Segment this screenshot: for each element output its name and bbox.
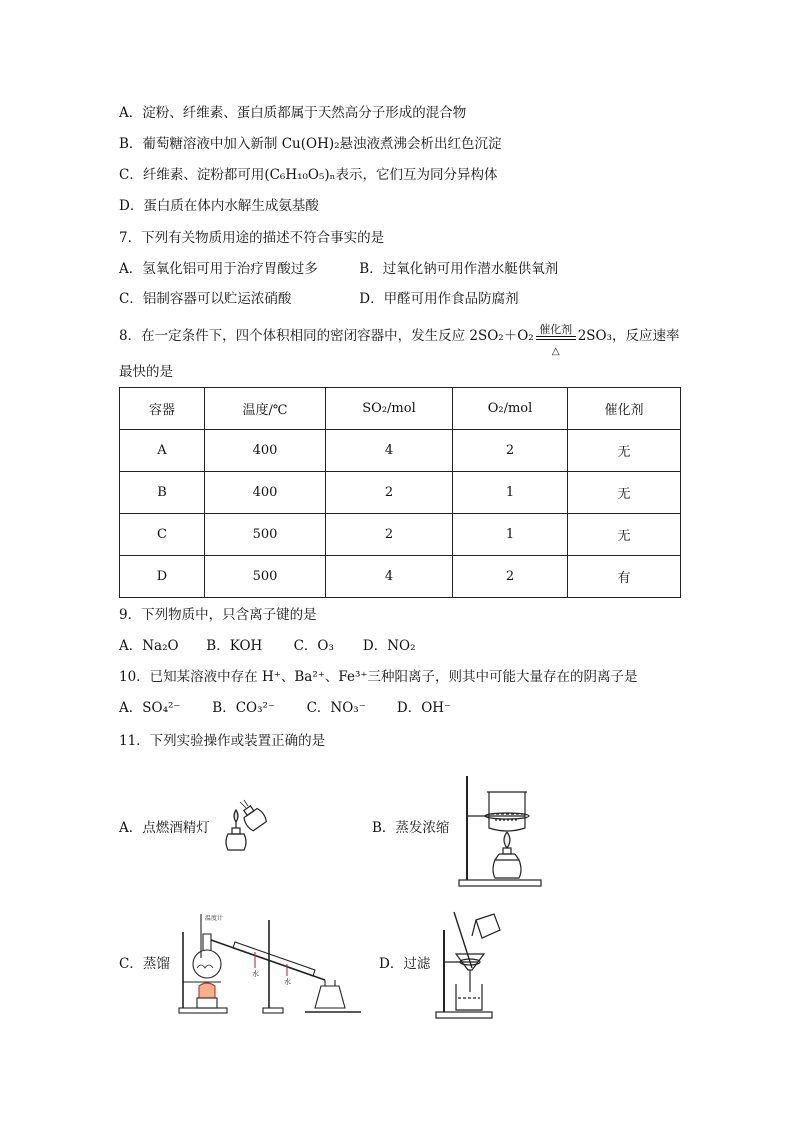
q9-stem: 9．下列物质中，只含离子键的是: [119, 607, 317, 623]
q7-option-d: D．甲醛可用作食品防腐剂: [359, 291, 519, 307]
q11-option-a: A．点燃酒精灯: [119, 820, 210, 836]
table-header: 催化剂: [568, 388, 681, 430]
q9-option-b: B．KOH: [206, 638, 263, 654]
q9-option-a: A．Na₂O: [119, 638, 179, 654]
q11-option-b: B．蒸发浓缩: [372, 820, 450, 836]
table-row: [120, 430, 681, 472]
table-cell: 有: [568, 556, 681, 598]
heat-symbol: △: [551, 346, 560, 357]
water-label-out: 水: [284, 978, 291, 986]
q9-option-c: C．O₃: [293, 638, 334, 654]
table-cell: 4: [326, 556, 453, 598]
q7-options-row2: [119, 289, 519, 309]
filtration-apparatus-figure: [432, 910, 502, 1022]
table-header: SO₂/mol: [326, 388, 453, 430]
q11-option-d: D．过滤: [379, 956, 431, 972]
table-cell: A: [120, 430, 205, 472]
distillation-apparatus-figure: [175, 912, 365, 1016]
q6-option-b: B．葡萄糖溶液中加入新制 Cu(OH)₂悬浊液煮沸会析出红色沉淀: [119, 136, 502, 152]
table-cell: C: [120, 514, 205, 556]
table-cell: 500: [205, 556, 326, 598]
table-cell: 2: [326, 472, 453, 514]
q10-stem: 10．已知某溶液中存在 H⁺、Ba²⁺、Fe³⁺三种阳离子，则其中可能大量存在的阴离子是: [119, 669, 638, 685]
thermometer-label: 温度计: [205, 915, 224, 922]
table-header: 温度/℃: [205, 388, 326, 430]
table-header-row: [120, 388, 681, 430]
table-cell: 2: [453, 430, 568, 472]
table-cell: 4: [326, 430, 453, 472]
q8-stem-cont: 最快的是: [119, 364, 173, 380]
q7-option-b: B．过氧化钠可用作潜水艇供氧剂: [359, 261, 559, 277]
reaction-arrow: [536, 323, 576, 357]
table-cell: 无: [568, 472, 681, 514]
table-cell: 400: [205, 430, 326, 472]
q8-stem-part1: 8．在一定条件下，四个体积相同的密闭容器中，发生反应 2SO₂＋O₂: [119, 328, 534, 344]
table-header: O₂/mol: [453, 388, 568, 430]
q7-option-a: A．氢氧化铝可用于治疗胃酸过多: [119, 261, 318, 277]
water-label-in: 水: [252, 970, 259, 978]
table-cell: D: [120, 556, 205, 598]
table-cell: 无: [568, 514, 681, 556]
table-cell: B: [120, 472, 205, 514]
q11-stem: 11．下列实验操作或装置正确的是: [119, 733, 326, 749]
table-cell: 400: [205, 472, 326, 514]
table-row: [120, 472, 681, 514]
q10-options: [119, 698, 451, 718]
table-cell: 1: [453, 472, 568, 514]
table-header: 容器: [120, 388, 205, 430]
q6-option-c: C．纤维素、淀粉都可用(C₆H₁₀O₅)ₙ表示，它们互为同分异构体: [119, 167, 498, 183]
q6-option-a: A．淀粉、纤维素、蛋白质都属于天然高分子形成的混合物: [119, 105, 467, 121]
q10-option-d: D．OH⁻: [396, 700, 452, 716]
table-row: [120, 514, 681, 556]
table-cell: 2: [453, 556, 568, 598]
q7-option-c: C．铝制容器可以贮运浓硝酸: [119, 291, 292, 307]
table-row: [120, 556, 681, 598]
q10-option-c: C．NO₃⁻: [306, 700, 366, 716]
table-cell: 500: [205, 514, 326, 556]
q8-stem: [119, 323, 680, 357]
q6-option-d: D．蛋白质在体内水解生成氨基酸: [119, 198, 319, 214]
q9-option-d: D．NO₂: [362, 638, 416, 654]
table-cell: 无: [568, 430, 681, 472]
lighting-alcohol-lamp-figure: [218, 798, 274, 856]
q7-options-row1: [119, 259, 558, 279]
q10-option-b: B．CO₃²⁻: [212, 700, 276, 716]
q9-options: [119, 636, 416, 656]
evaporation-apparatus-figure: [455, 772, 545, 888]
table-cell: 1: [453, 514, 568, 556]
q7-stem: 7．下列有关物质用途的描述不符合事实的是: [119, 230, 385, 246]
q8-stem-part2: 2SO₃，反应速率: [577, 328, 680, 344]
q11-option-c: C．蒸馏: [119, 956, 170, 972]
reaction-rate-table: [119, 387, 681, 598]
catalyst-label: 催化剂: [539, 323, 573, 336]
q10-option-a: A．SO₄²⁻: [119, 700, 181, 716]
table-cell: 2: [326, 514, 453, 556]
